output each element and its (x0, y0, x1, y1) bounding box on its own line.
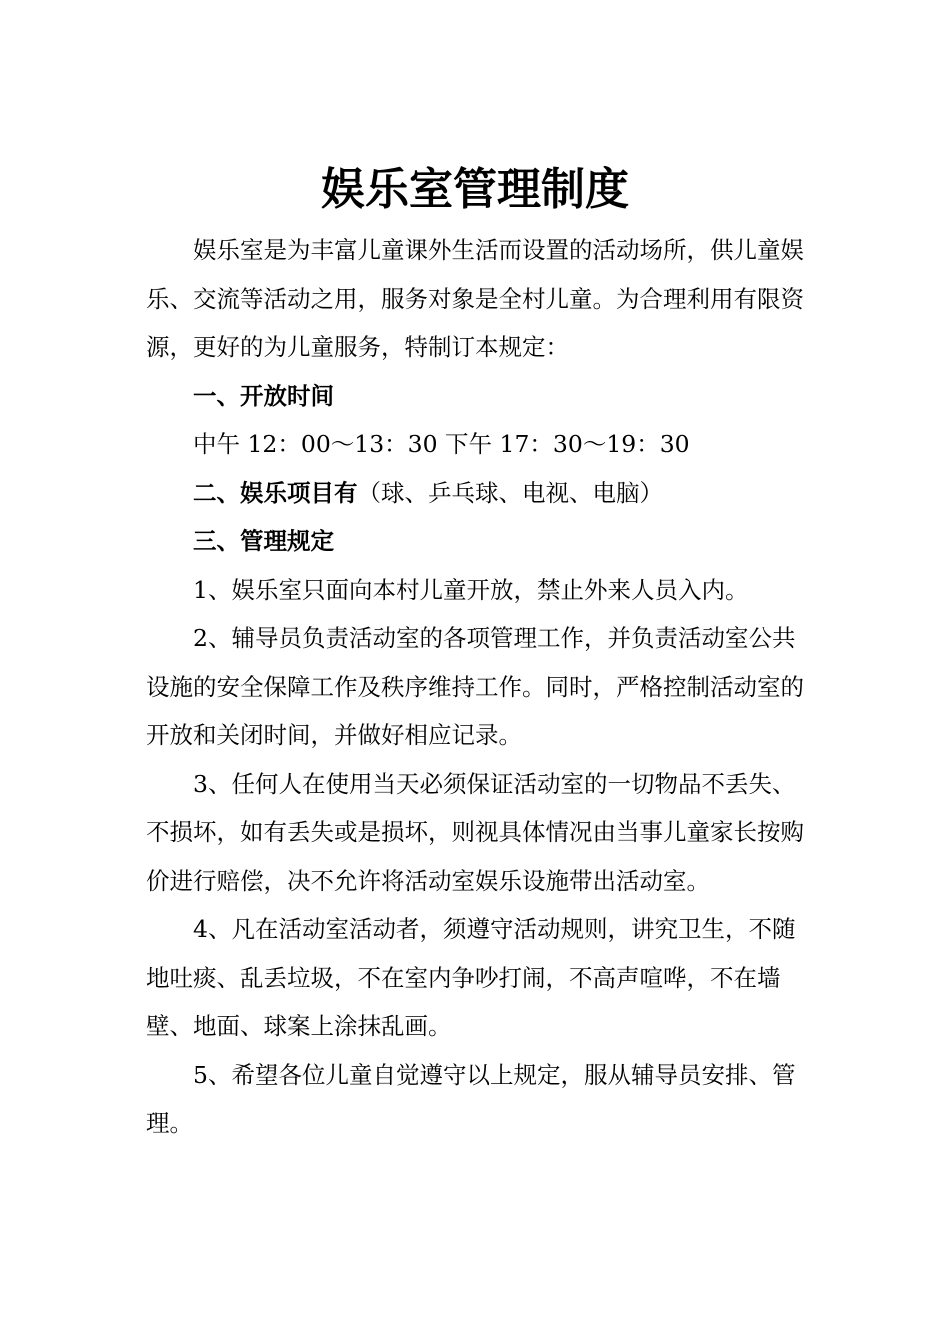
section-heading-open-hours: 一、开放时间 (193, 381, 334, 410)
intro-paragraph: 娱乐室是为丰富儿童课外生活而设置的活动场所，供儿童娱乐、交流等活动之用，服务对象是全村儿童。为合理利用有限资源，更好的为儿童服务，特制订本规定： (146, 236, 804, 361)
section-heading-entertainment-items: 二、娱乐项目有 (193, 478, 358, 507)
section-open-hours (146, 372, 806, 421)
rule-item-5: 5、希望各位儿童自觉遵守以上规定，服从辅导员安排、管理。 (146, 1060, 796, 1137)
section-entertainment-items (146, 469, 806, 518)
rule-item-4: 4、凡在活动室活动者，须遵守活动规则，讲究卫生，不随地吐痰、乱丢垃圾，不在室内争吵打闹，不高声喧哗，不在墙壁、地面、球案上涂抹乱画。 (146, 915, 796, 1040)
section-heading-rules: 三、管理规定 (193, 527, 334, 555)
rule-item-2: 2、辅导员负责活动室的各项管理工作，并负责活动室公共设施的安全保障工作及秩序维持工作。同时，严格控制活动室的开放和关闭时间，并做好相应记录。 (146, 624, 804, 749)
document-title: 娱乐室管理制度 (321, 164, 629, 215)
section-rules (146, 517, 806, 566)
rule-item-3: 3、任何人在使用当天必须保证活动室的一切物品不丢失、不损坏，如有丢失或是损坏，则视具体情况由当事儿童家长按购价进行赔偿，决不允许将活动室娱乐设施带出活动室。 (146, 769, 804, 895)
entertainment-items-list: （球、乒乓球、电视、电脑） (357, 478, 663, 507)
open-hours-text: 中午 12：00～13：30 下午 17：30～19：30 (193, 430, 690, 458)
document-body (146, 226, 806, 1148)
rule-item-1: 1、娱乐室只面向本村儿童开放，禁止外来人员入内。 (193, 575, 749, 604)
